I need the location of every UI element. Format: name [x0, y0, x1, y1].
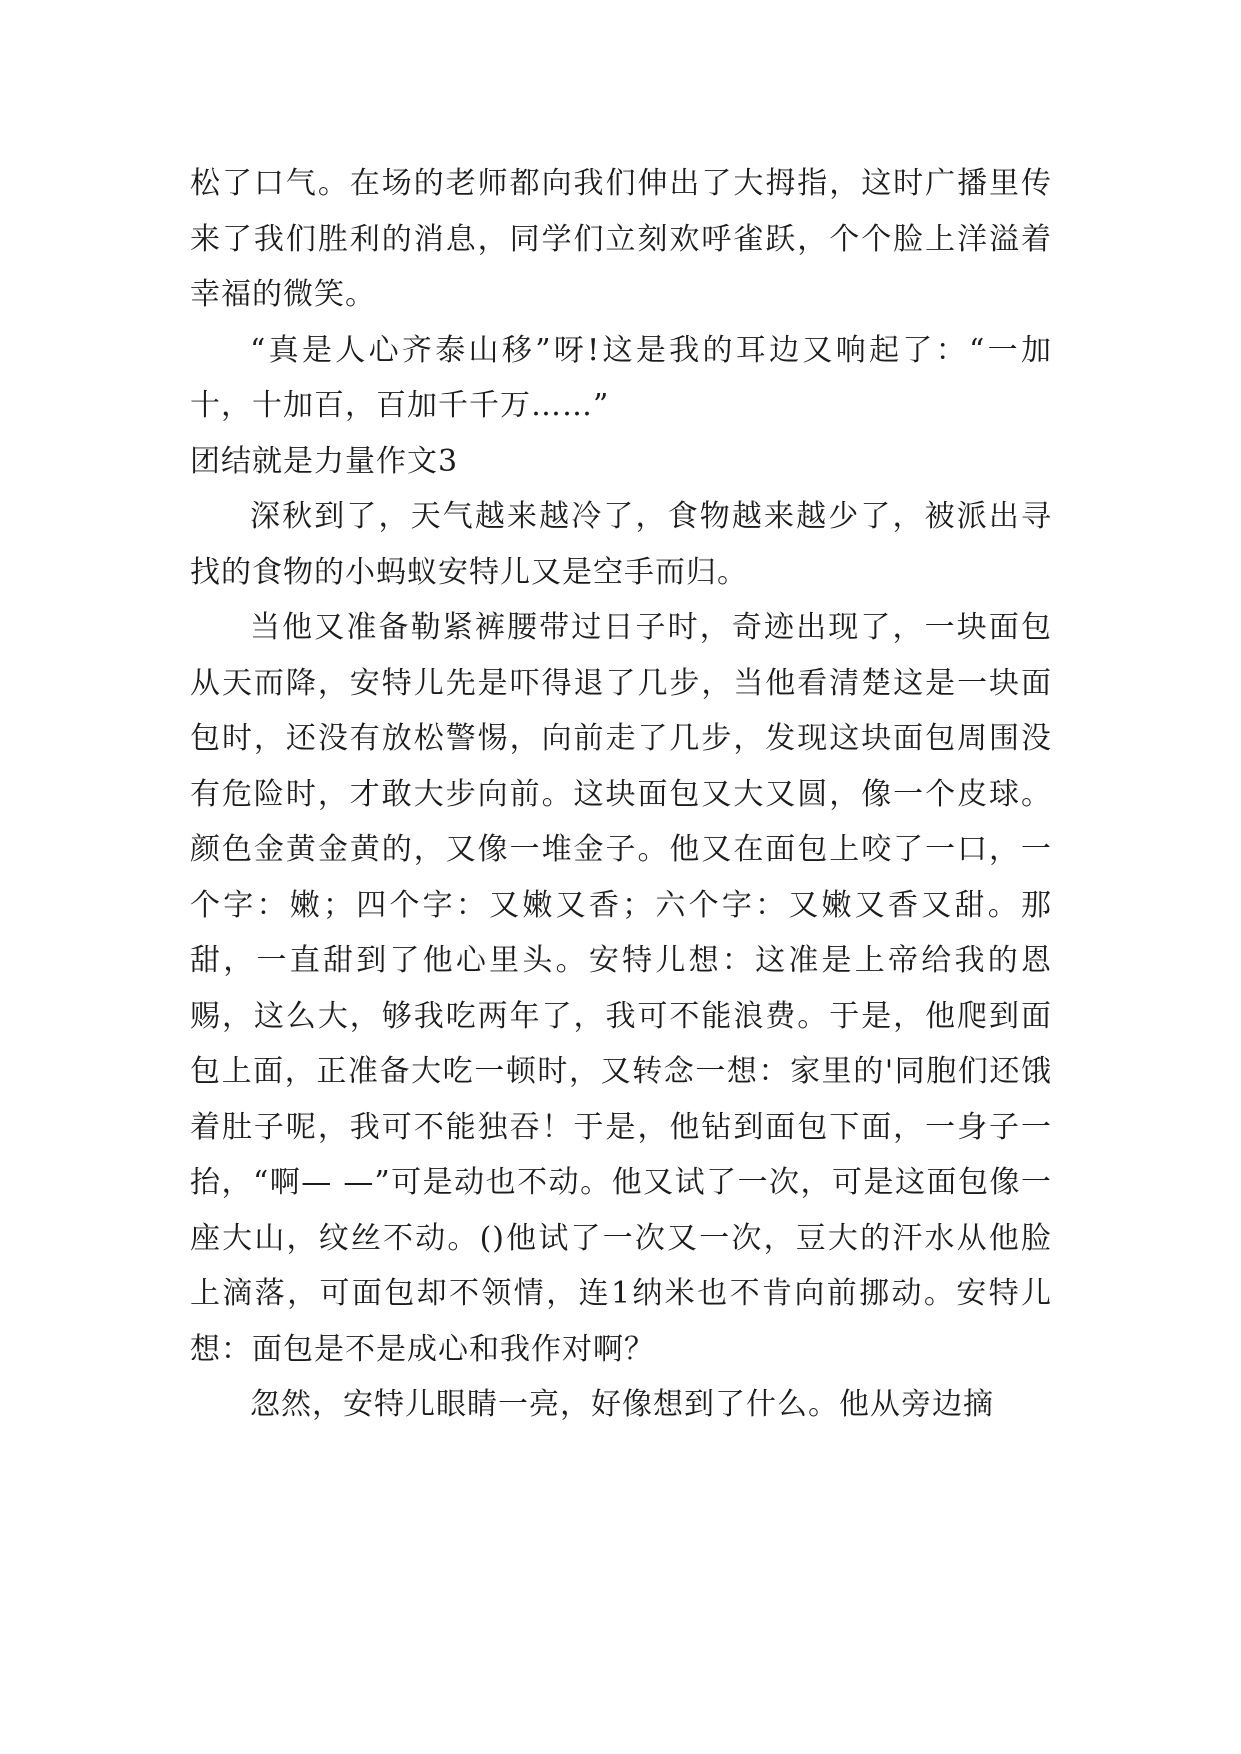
document-page — [190, 156, 1052, 1433]
paragraph-4: 当他又准备勒紧裤腰带过日子时，奇迹出现了，一块面包从天而降，安特儿先是吓得退了几步，当他看清楚这是一块面包时，还没有放松警惕，向前走了几步，发现这块面包周围没有危险时，才敢大步向前。这块面包又大又圆，像一个皮球。颜色金黄金黄的，又像一堆金子。他又在面包上咬了一口，一个字：嫩；四个字：又嫩又香；六个字：又嫩又香又甜。那甜，一直甜到了他心里头。安特儿想：这准是上帝给我的恩赐，这么大，够我吃两年了，我可不能浪费。于是，他爬到面包上面，正准备大吃一顿时，又转念一想：家里的'同胞们还饿着肚子呢，我可不能独吞！于是，他钻到面包下面，一身子一抬，“啊— —”可是动也不动。他又试了一次，可是这面包像一座大山，纹丝不动。()他试了一次又一次，豆大的汗水从他脸上滴落，可面包却不领情，连1纳米也不肯向前挪动。安特儿想：面包是不是成心和我作对啊？ — [190, 610, 1052, 1367]
paragraph-1: 松了口气。在场的老师都向我们伸出了大拇指，这时广播里传来了我们胜利的消息，同学们立刻欢呼雀跃，个个脸上洋溢着幸福的微笑。 — [190, 166, 1052, 312]
paragraph-3: 深秋到了，天气越来越冷了，食物越来越少了，被派出寻找的食物的小蚂蚁安特儿又是空手而归。 — [190, 499, 1052, 590]
section-heading: 团结就是力量作文3 — [190, 443, 459, 479]
paragraph-5: 忽然，安特儿眼睛一亮，好像想到了什么。他从旁边摘 — [250, 1387, 994, 1422]
paragraph-2: “真是人心齐泰山移”呀!这是我的耳边又响起了：“一加十，十加百，百加千千万……” — [190, 332, 1052, 423]
